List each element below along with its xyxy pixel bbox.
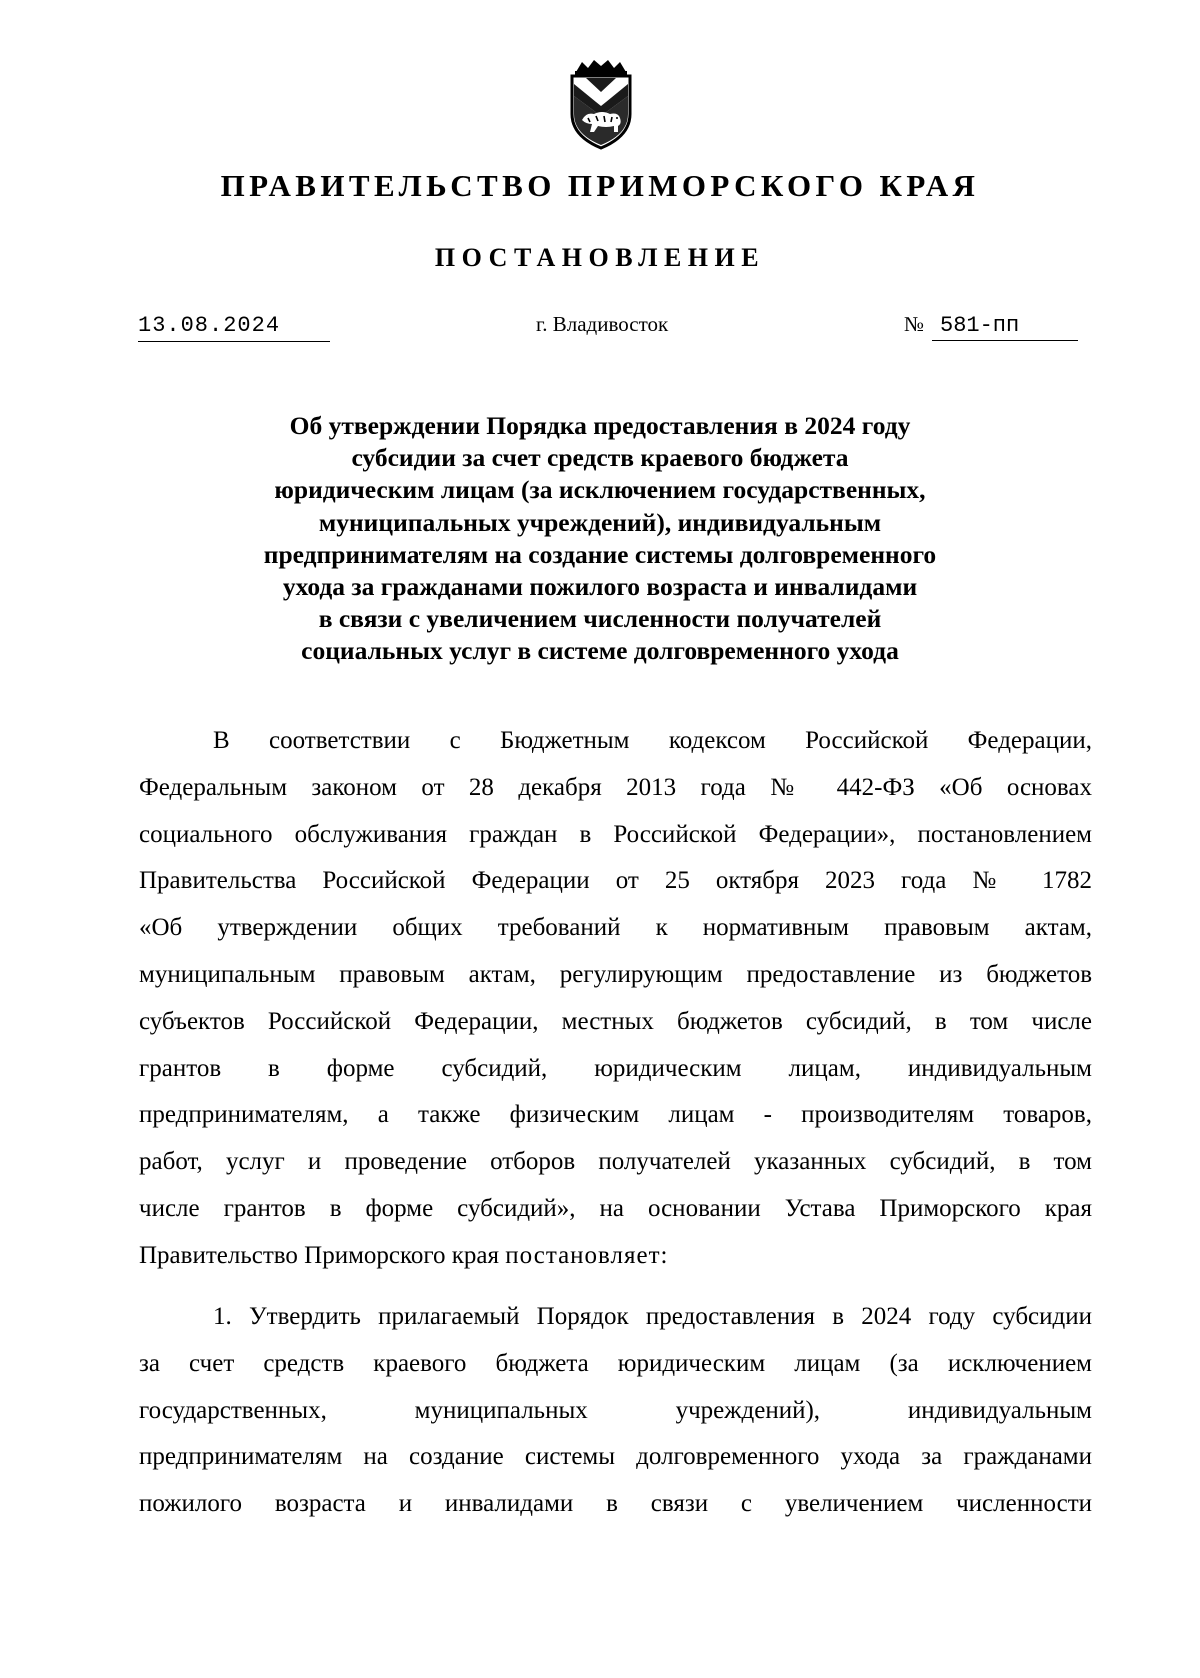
document-city: г. Владивосток	[536, 312, 669, 336]
paragraph-line: предпринимателям на создание системы долговременного ухода за гражданами	[139, 1443, 1092, 1471]
paragraph-line: государственных, муниципальных учреждений), индивидуальным	[139, 1396, 1092, 1424]
document-date: 13.08.2024	[138, 313, 330, 342]
paragraph-line: предпринимателям, а также физическим лицам - производителям товаров,	[139, 1101, 1092, 1129]
resolution-verb: постановляет:	[505, 1241, 669, 1269]
paragraph-line: Правительства Российской Федерации от 25 октября 2023 года № 1782	[139, 867, 1092, 895]
clause-1-paragraph	[139, 1294, 1092, 1528]
paragraph-line: социального обслуживания граждан в Российской Федерации», постановлением	[139, 820, 1092, 848]
paragraph-line: работ, услуг и проведение отборов получателей указанных субсидий, в том	[139, 1148, 1092, 1176]
paragraph-line: Федеральным законом от 28 декабря 2013 года № 442-ФЗ «Об основах	[139, 773, 1092, 801]
heading-line: ухода за гражданами пожилого возраста и инвалидами	[282, 572, 918, 602]
paragraph-line: 1. Утвердить прилагаемый Порядок предоставления в 2024 году субсидии	[213, 1303, 1092, 1330]
heading-line: социальных услуг в системе долговременного ухода	[301, 636, 899, 666]
heading-line: субсидии за счет средств краевого бюджета	[351, 443, 849, 473]
document-number: 581-пп	[932, 313, 1078, 341]
paragraph-line: муниципальным правовым актам, регулирующим предоставление из бюджетов	[139, 960, 1092, 988]
heading-line: в связи с увеличением численности получателей	[318, 604, 882, 634]
preamble-paragraph	[139, 718, 1092, 1280]
paragraph-line: В соответствии с Бюджетным кодексом Российской Федерации,	[213, 727, 1092, 754]
coat-of-arms-icon	[564, 58, 638, 150]
document-heading	[180, 410, 1020, 668]
paragraph-line: числе грантов в форме субсидий», на основании Устава Приморского края	[139, 1194, 1092, 1222]
paragraph-line: «Об утверждении общих требований к нормативным правовым актам,	[139, 914, 1092, 942]
heading-line: муниципальных учреждений), индивидуальным	[318, 507, 882, 537]
heading-line: предпринимателям на создание системы долговременного	[263, 539, 937, 569]
government-title: ПРАВИТЕЛЬСТВО ПРИМОРСКОГО КРАЯ	[220, 168, 980, 203]
paragraph-line: за счет средств краевого бюджета юридическим лицам (за исключением	[139, 1349, 1092, 1377]
paragraph-line: пожилого возраста и инвалидами в связи с увеличением численности	[139, 1490, 1092, 1518]
document-number-sign: №	[904, 312, 925, 336]
document-type: ПОСТАНОВЛЕНИЕ	[434, 243, 766, 272]
heading-line: юридическим лицам (за исключением государственных,	[274, 475, 926, 505]
heading-line: Об утверждении Порядка предоставления в 2024 году	[289, 411, 911, 440]
paragraph-last-line	[139, 1233, 1092, 1280]
paragraph-last-line-prefix: Правительство Приморского края	[139, 1241, 506, 1269]
paragraph-line: субъектов Российской Федерации, местных бюджетов субсидий, в том числе	[139, 1007, 1092, 1035]
paragraph-line: грантов в форме субсидий, юридическим лицам, индивидуальным	[139, 1054, 1092, 1082]
